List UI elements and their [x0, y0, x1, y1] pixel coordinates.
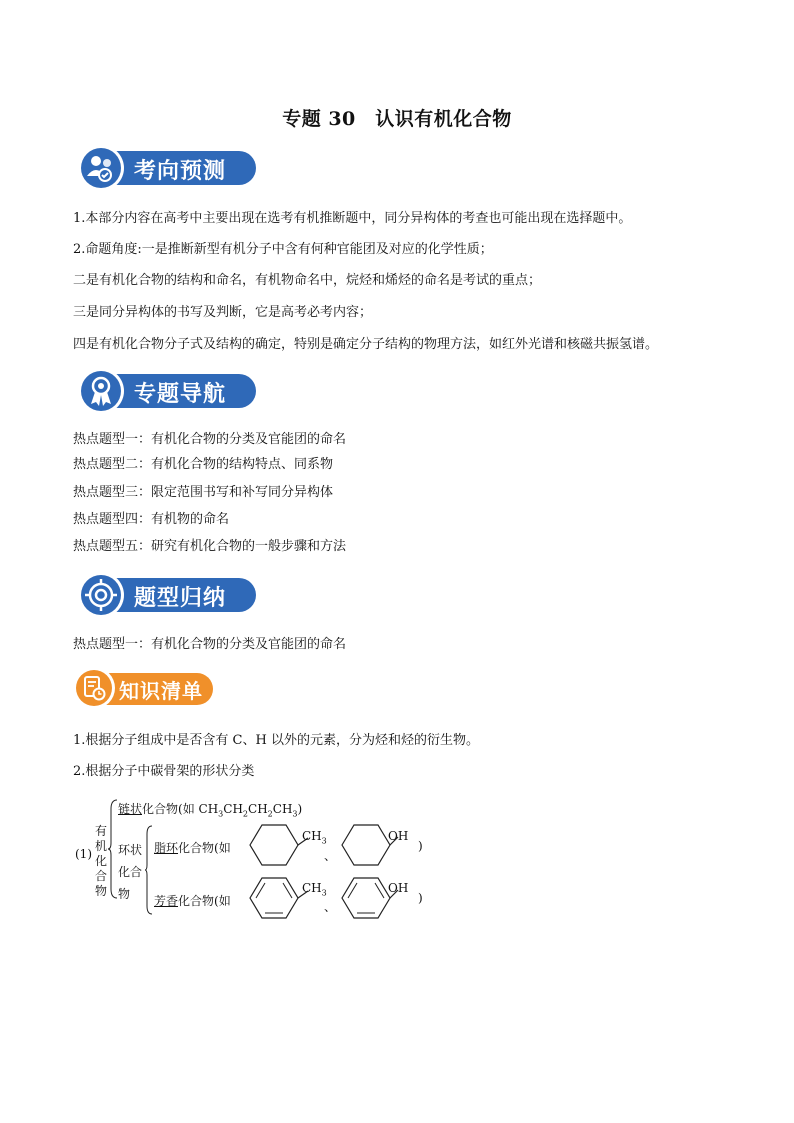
- section-banner-knowledge: [73, 667, 213, 713]
- nav-item-5: 热点题型五：研究有机化合物的一般步骤和方法: [73, 539, 347, 554]
- nav-item-3: 热点题型三：限定范围书写和补写同分异构体: [73, 485, 334, 500]
- nav-item-1: 热点题型一：有机化合物的分类及官能团的命名: [73, 432, 347, 447]
- document-clock-icon: [76, 670, 112, 706]
- knowledge-line-1: 1.根据分子组成中是否含有 C、H 以外的元素，分为烃和烃的衍生物。: [73, 733, 479, 748]
- classification-diagram: [70, 795, 450, 925]
- forecast-line-5: 四是有机化合物分子式及结构的确定，特别是确定分子结构的物理方法，如红外光谱和核磁共振氢谱。: [73, 337, 659, 352]
- ring-label-3: 物: [118, 887, 131, 901]
- forecast-line-2: 2.命题角度:一是推断新型有机分子中含有何种官能团及对应的化学性质；: [73, 242, 493, 257]
- oh-label-2: OH: [388, 881, 409, 895]
- forecast-line-1: 1.本部分内容在高考中主要出现在选考有机推断题中，同分异构体的考查也可能出现在选择题中。: [73, 211, 632, 226]
- nav-item-4: 热点题型四：有机物的命名: [73, 512, 230, 527]
- section-label: 考向预测: [134, 159, 227, 184]
- section-banner-induction: [78, 572, 256, 618]
- nav-item-2: 热点题型二：有机化合物的结构特点、同系物: [73, 457, 334, 472]
- brace-outer: [108, 799, 118, 899]
- root-char-3: 化: [95, 854, 108, 868]
- brace-inner: [145, 825, 153, 915]
- section-label: 专题导航: [134, 382, 227, 407]
- ring-label-2: 化合: [118, 865, 143, 879]
- section-banner-navigation: [78, 368, 256, 414]
- target-icon: [81, 575, 121, 615]
- oh-label-1: OH: [388, 829, 409, 843]
- alicyclic-label: 脂环化合物(如: [154, 841, 231, 855]
- separator-1: 、: [324, 849, 337, 863]
- close-paren-1: ): [418, 839, 423, 853]
- ch3-label-2: $CH_3$: [302, 881, 327, 898]
- induction-item: 热点题型一：有机化合物的分类及官能团的命名: [73, 637, 347, 652]
- root-char-5: 物: [95, 884, 108, 898]
- section-banner-forecast: [78, 145, 256, 191]
- root-char-1: 有: [95, 824, 108, 838]
- section-label: 知识清单: [119, 679, 203, 703]
- forecast-line-4: 三是同分异构体的书写及判断，它是高考必考内容；: [73, 305, 373, 320]
- separator-2: 、: [324, 900, 337, 914]
- users-check-icon: [81, 148, 121, 188]
- ch3-label-1: $CH_3$: [302, 829, 327, 846]
- chain-line: 链状化合物(如 $CH_3CH_2CH_2CH_3$): [118, 802, 303, 819]
- ring-label-1: 环状: [118, 843, 143, 857]
- page-title: 专题 30 认识有机化合物: [282, 108, 512, 130]
- section-label: 题型归纳: [134, 586, 227, 611]
- knowledge-line-2: 2.根据分子中碳骨架的形状分类: [73, 764, 255, 779]
- root-char-2: 机: [95, 839, 108, 853]
- root-char-4: 合: [95, 869, 108, 883]
- award-ribbon-icon: [81, 371, 121, 411]
- close-paren-2: ): [418, 891, 423, 905]
- forecast-line-3: 二是有机化合物的结构和命名，有机物命名中，烷烃和烯烃的命名是考试的重点；: [73, 273, 542, 288]
- aromatic-label: 芳香化合物(如: [154, 894, 231, 908]
- diagram-num: (1): [75, 847, 92, 861]
